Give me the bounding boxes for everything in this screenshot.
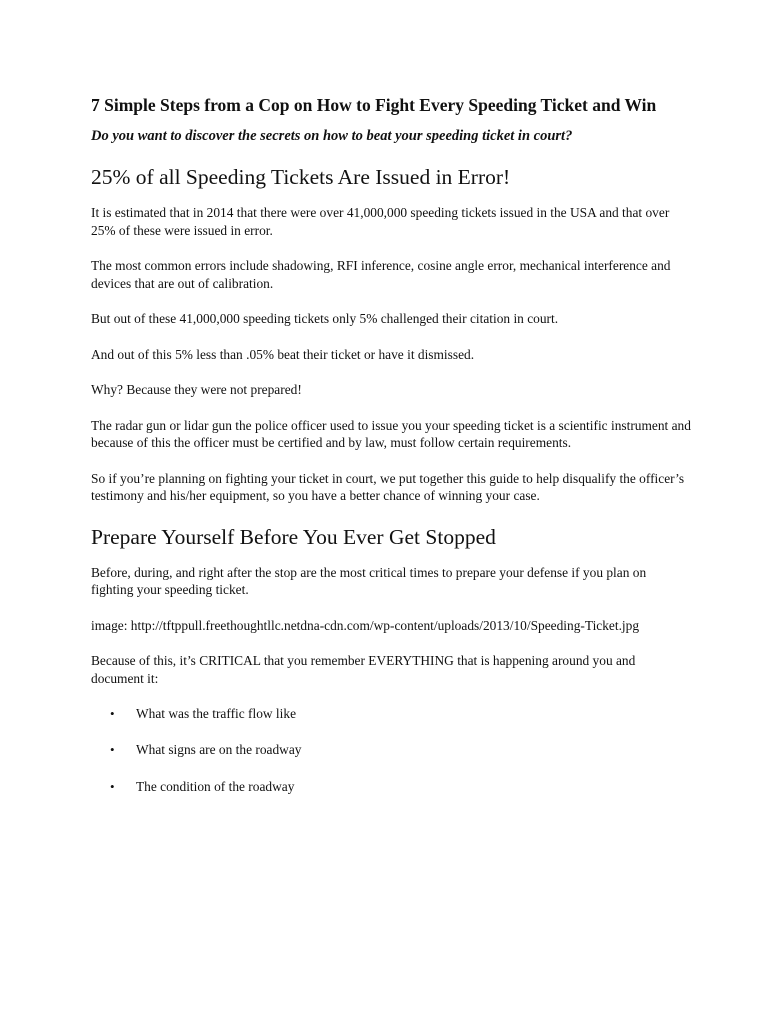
paragraph: And out of this 5% less than .05% beat their ticket or have it dismissed. — [91, 346, 475, 362]
section-heading-prepare: Prepare Yourself Before You Ever Get Stopped — [91, 524, 496, 549]
bullet-icon: • — [110, 742, 115, 758]
paragraph: It is estimated that in 2014 that there were over 41,000,000 speeding tickets issued in the USA and that over 25% of these were issued in error. — [91, 205, 670, 238]
paragraph: Why? Because they were not prepared! — [91, 382, 302, 397]
paragraph: Because of this, it’s CRITICAL that you remember EVERYTHING that is happening around you and document it: — [91, 653, 636, 686]
list-item-text: What was the traffic flow like — [136, 706, 297, 721]
paragraph: Before, during, and right after the stop are the most critical times to prepare your defense if you plan on fighting your speeding ticket. — [91, 564, 647, 597]
paragraph: But out of these 41,000,000 speeding tickets only 5% challenged their citation in court. — [91, 311, 559, 326]
bullet-list — [91, 705, 691, 795]
list-item — [91, 741, 691, 759]
bullet-icon: • — [110, 778, 115, 794]
list-item — [91, 705, 691, 723]
image-reference-text: image: http://tftppull.freethoughtllc.netdna-cdn.com/wp-content/uploads/2013/10/Speeding-Ticket.jpg — [91, 617, 640, 633]
paragraph: The radar gun or lidar gun the police officer used to issue you your speeding ticket is a scientific instrument and because of this the officer must be certified and by law, must follow certain requirements. — [91, 417, 691, 450]
document-page — [91, 94, 691, 814]
section-heading-errors: 25% of all Speeding Tickets Are Issued in Error! — [91, 165, 511, 189]
list-item — [91, 778, 691, 796]
document-subtitle: Do you want to discover the secrets on how to beat your speeding ticket in court? — [91, 128, 573, 144]
document-title: 7 Simple Steps from a Cop on How to Fight Every Speeding Ticket and Win — [91, 95, 657, 115]
list-item-text: The condition of the roadway — [136, 778, 295, 794]
list-item-text: What signs are on the roadway — [136, 742, 302, 758]
paragraph: So if you’re planning on fighting your ticket in court, we put together this guide to help disqualify the officer’s testimony and his/her equipment, so you have a better chance of winning your case. — [91, 470, 685, 503]
bullet-icon: • — [110, 706, 115, 721]
paragraph: The most common errors include shadowing, RFI inference, cosine angle error, mechanical interference and devices that are out of calibration. — [91, 258, 671, 291]
